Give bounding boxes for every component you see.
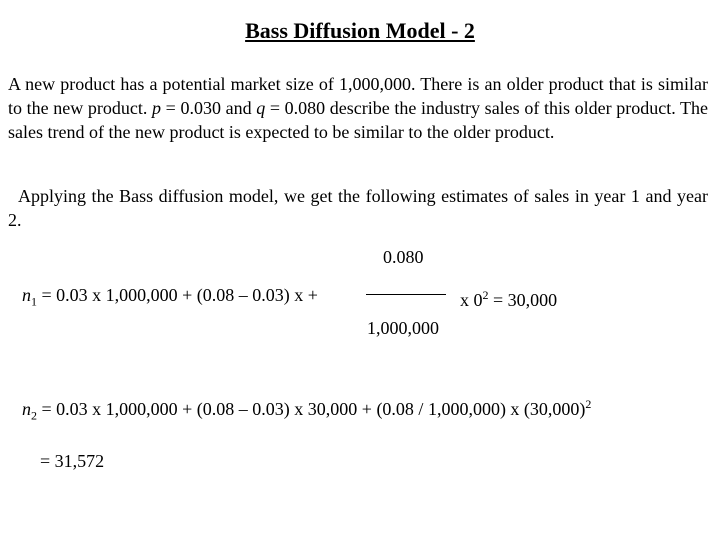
method-paragraph: Applying the Bass diffusion model, we get the following estimates of sales in year 1 and year 2. [8,186,708,230]
n2-expression: = 0.03 x 1,000,000 + (0.08 – 0.03) x 30,000 + (0.08 / 1,000,000) x (30,000) [37,399,586,419]
n2-exponent: 2 [585,397,592,411]
n2-variable: n [22,399,31,419]
fraction-numerator: 0.080 [383,247,424,267]
equation-n2-result: = 31,572 [40,451,105,471]
n1-subscript: 1 [31,294,37,309]
paragraph-text-3: = 0.080 describe the industry sales of this older product. The sales trend of the new product is expected to be similar to the older product. [8,98,709,142]
n1-left-expression: = 0.03 x 1,000,000 + (0.08 – 0.03) x + [37,285,318,305]
p-variable: p [152,98,162,118]
n1-exponent: 2 [482,288,489,302]
n1-result: = 30,000 [488,290,558,310]
fraction-denominator: 1,000,000 [367,318,439,338]
q-variable: q [256,98,266,118]
paragraph-text-1: A new product has a potential market size of 1,000,000. There is an older product that is similar to the new product. [8,74,708,118]
n1-right-pre: x 0 [460,290,483,310]
problem-paragraph [8,72,708,144]
n2-subscript: 2 [31,408,37,423]
equation-n2 [22,393,591,427]
slide-title: Bass Diffusion Model - 2 [245,18,475,43]
paragraph-text-2: = 0.030 and [161,98,257,118]
n1-variable: n [22,285,31,305]
equation-n1-right [460,284,557,311]
fraction-bar [366,294,446,295]
equation-n1-left [22,284,318,313]
